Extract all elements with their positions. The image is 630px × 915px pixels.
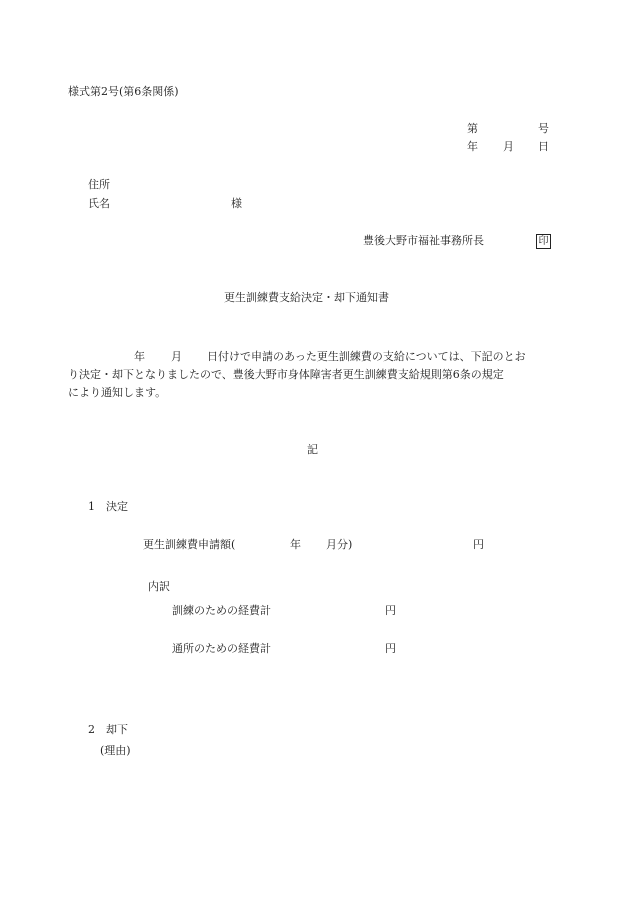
seal-stamp: 印: [536, 234, 551, 249]
address-label: 住所: [88, 178, 110, 191]
ki-label: 記: [307, 443, 318, 456]
application-year: 年: [290, 538, 301, 551]
application-month: 月分): [326, 538, 353, 551]
training-expense-yen: 円: [385, 604, 396, 617]
doc-number-prefix: 第: [467, 122, 478, 135]
body-line-2: り決定・却下となりましたので、豊後大野市身体障害者更生訓練費支給規則第6条の規定: [68, 368, 504, 381]
section-decision: 1 決定: [88, 500, 128, 513]
application-amount-label: 更生訓練費申請額(: [143, 538, 236, 551]
reason-label: (理由): [100, 744, 131, 757]
issuer: 豊後大野市福祉事務所長: [363, 234, 484, 247]
body-month: 月: [171, 350, 182, 363]
name-label: 氏名: [88, 197, 110, 210]
commuting-expense-label: 通所のための経費計: [172, 642, 271, 655]
doc-number-suffix: 号: [538, 122, 549, 135]
breakdown-label: 内訳: [148, 580, 170, 593]
form-number: 様式第2号(第6条関係): [68, 85, 179, 98]
application-yen: 円: [473, 538, 484, 551]
section-rejection: 2 却下: [88, 723, 128, 736]
body-line-1: 日付けで申請のあった更生訓練費の支給については、下記のとお: [207, 350, 526, 363]
date-month: 月: [503, 140, 514, 153]
document-title: 更生訓練費支給決定・却下通知書: [224, 291, 389, 304]
date-day: 日: [538, 140, 549, 153]
body-year: 年: [134, 350, 145, 363]
commuting-expense-yen: 円: [385, 642, 396, 655]
honorific: 様: [231, 197, 242, 210]
body-line-3: により通知します。: [68, 386, 167, 399]
date-year: 年: [467, 140, 478, 153]
training-expense-label: 訓練のための経費計: [172, 604, 271, 617]
